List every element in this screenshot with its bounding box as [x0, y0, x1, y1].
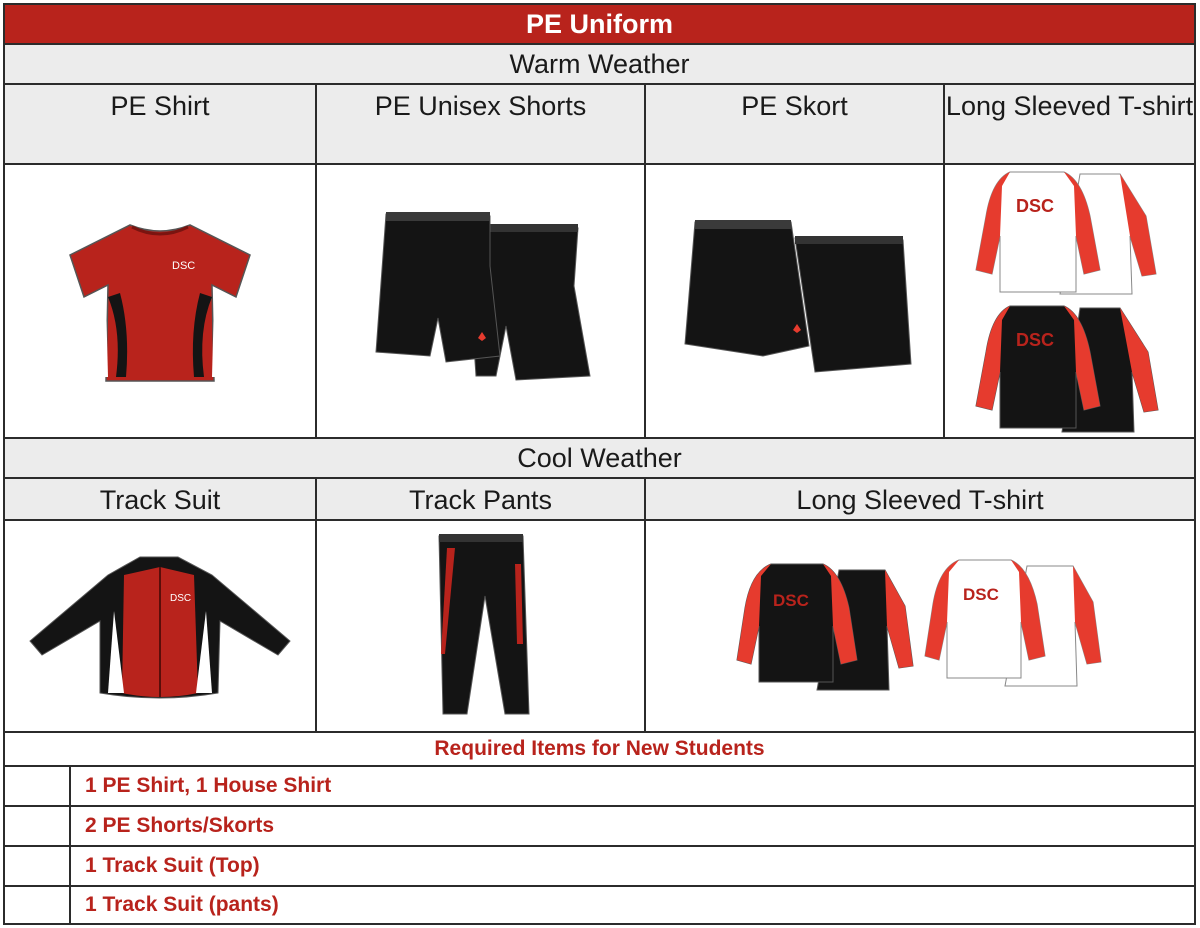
warm-weather-image-row — [5, 165, 1194, 439]
required-item-text: 1 Track Suit (Top) — [85, 854, 260, 877]
pe-shirt-icon — [60, 211, 260, 391]
col-pe-unisex-shorts: PE Unisex Shorts — [317, 85, 646, 163]
svg-text:DSC: DSC — [170, 593, 192, 604]
required-item-text: 1 PE Shirt, 1 House Shirt — [85, 774, 332, 797]
required-item-row — [5, 807, 1194, 847]
required-item-text: 1 Track Suit (pants) — [85, 893, 279, 916]
pe-skort-image — [646, 165, 945, 437]
col-long-sleeved-tshirt-cool: Long Sleeved T-shirt — [646, 479, 1194, 519]
track-pants-image — [317, 521, 646, 731]
svg-text:DSC: DSC — [963, 585, 999, 604]
long-sleeve-shirts-icon — [970, 166, 1170, 436]
col-long-sleeved-tshirt: Long Sleeved T-shirt — [945, 85, 1194, 163]
cool-weather-header-row — [5, 479, 1194, 521]
pe-shirt-image — [5, 165, 317, 437]
item-number-cell — [5, 807, 71, 845]
warm-weather-heading: Warm Weather — [5, 45, 1194, 85]
long-sleeve-shirts-icon — [735, 556, 1105, 696]
warm-weather-header-row — [5, 85, 1194, 165]
svg-text:DSC: DSC — [172, 260, 196, 272]
svg-text:DSC: DSC — [1015, 330, 1054, 350]
long-sleeve-tshirts-cool-image — [646, 521, 1194, 731]
required-item-row — [5, 767, 1194, 807]
required-item-row — [5, 887, 1194, 923]
item-number-cell — [5, 847, 71, 885]
col-pe-shirt: PE Shirt — [5, 85, 317, 163]
cool-weather-heading: Cool Weather — [5, 439, 1194, 479]
pe-skort-icon — [675, 216, 915, 386]
track-suit-icon — [28, 551, 292, 701]
pe-shorts-image — [317, 165, 646, 437]
col-track-pants: Track Pants — [317, 479, 646, 519]
long-sleeve-tshirts-image — [945, 165, 1194, 437]
track-pants-icon — [431, 534, 531, 718]
track-suit-image — [5, 521, 317, 731]
col-track-suit: Track Suit — [5, 479, 317, 519]
pe-uniform-table — [3, 3, 1196, 925]
cool-weather-image-row — [5, 521, 1194, 733]
item-number-cell — [5, 887, 71, 923]
svg-text:DSC: DSC — [1015, 196, 1054, 216]
table-title: PE Uniform — [5, 5, 1194, 45]
required-item-row — [5, 847, 1194, 887]
required-items-heading: Required Items for New Students — [5, 733, 1194, 767]
required-item-text: 2 PE Shorts/Skorts — [85, 814, 275, 837]
col-pe-skort: PE Skort — [646, 85, 945, 163]
item-number-cell — [5, 767, 71, 805]
pe-shorts-icon — [366, 206, 596, 396]
svg-text:DSC: DSC — [773, 591, 809, 610]
